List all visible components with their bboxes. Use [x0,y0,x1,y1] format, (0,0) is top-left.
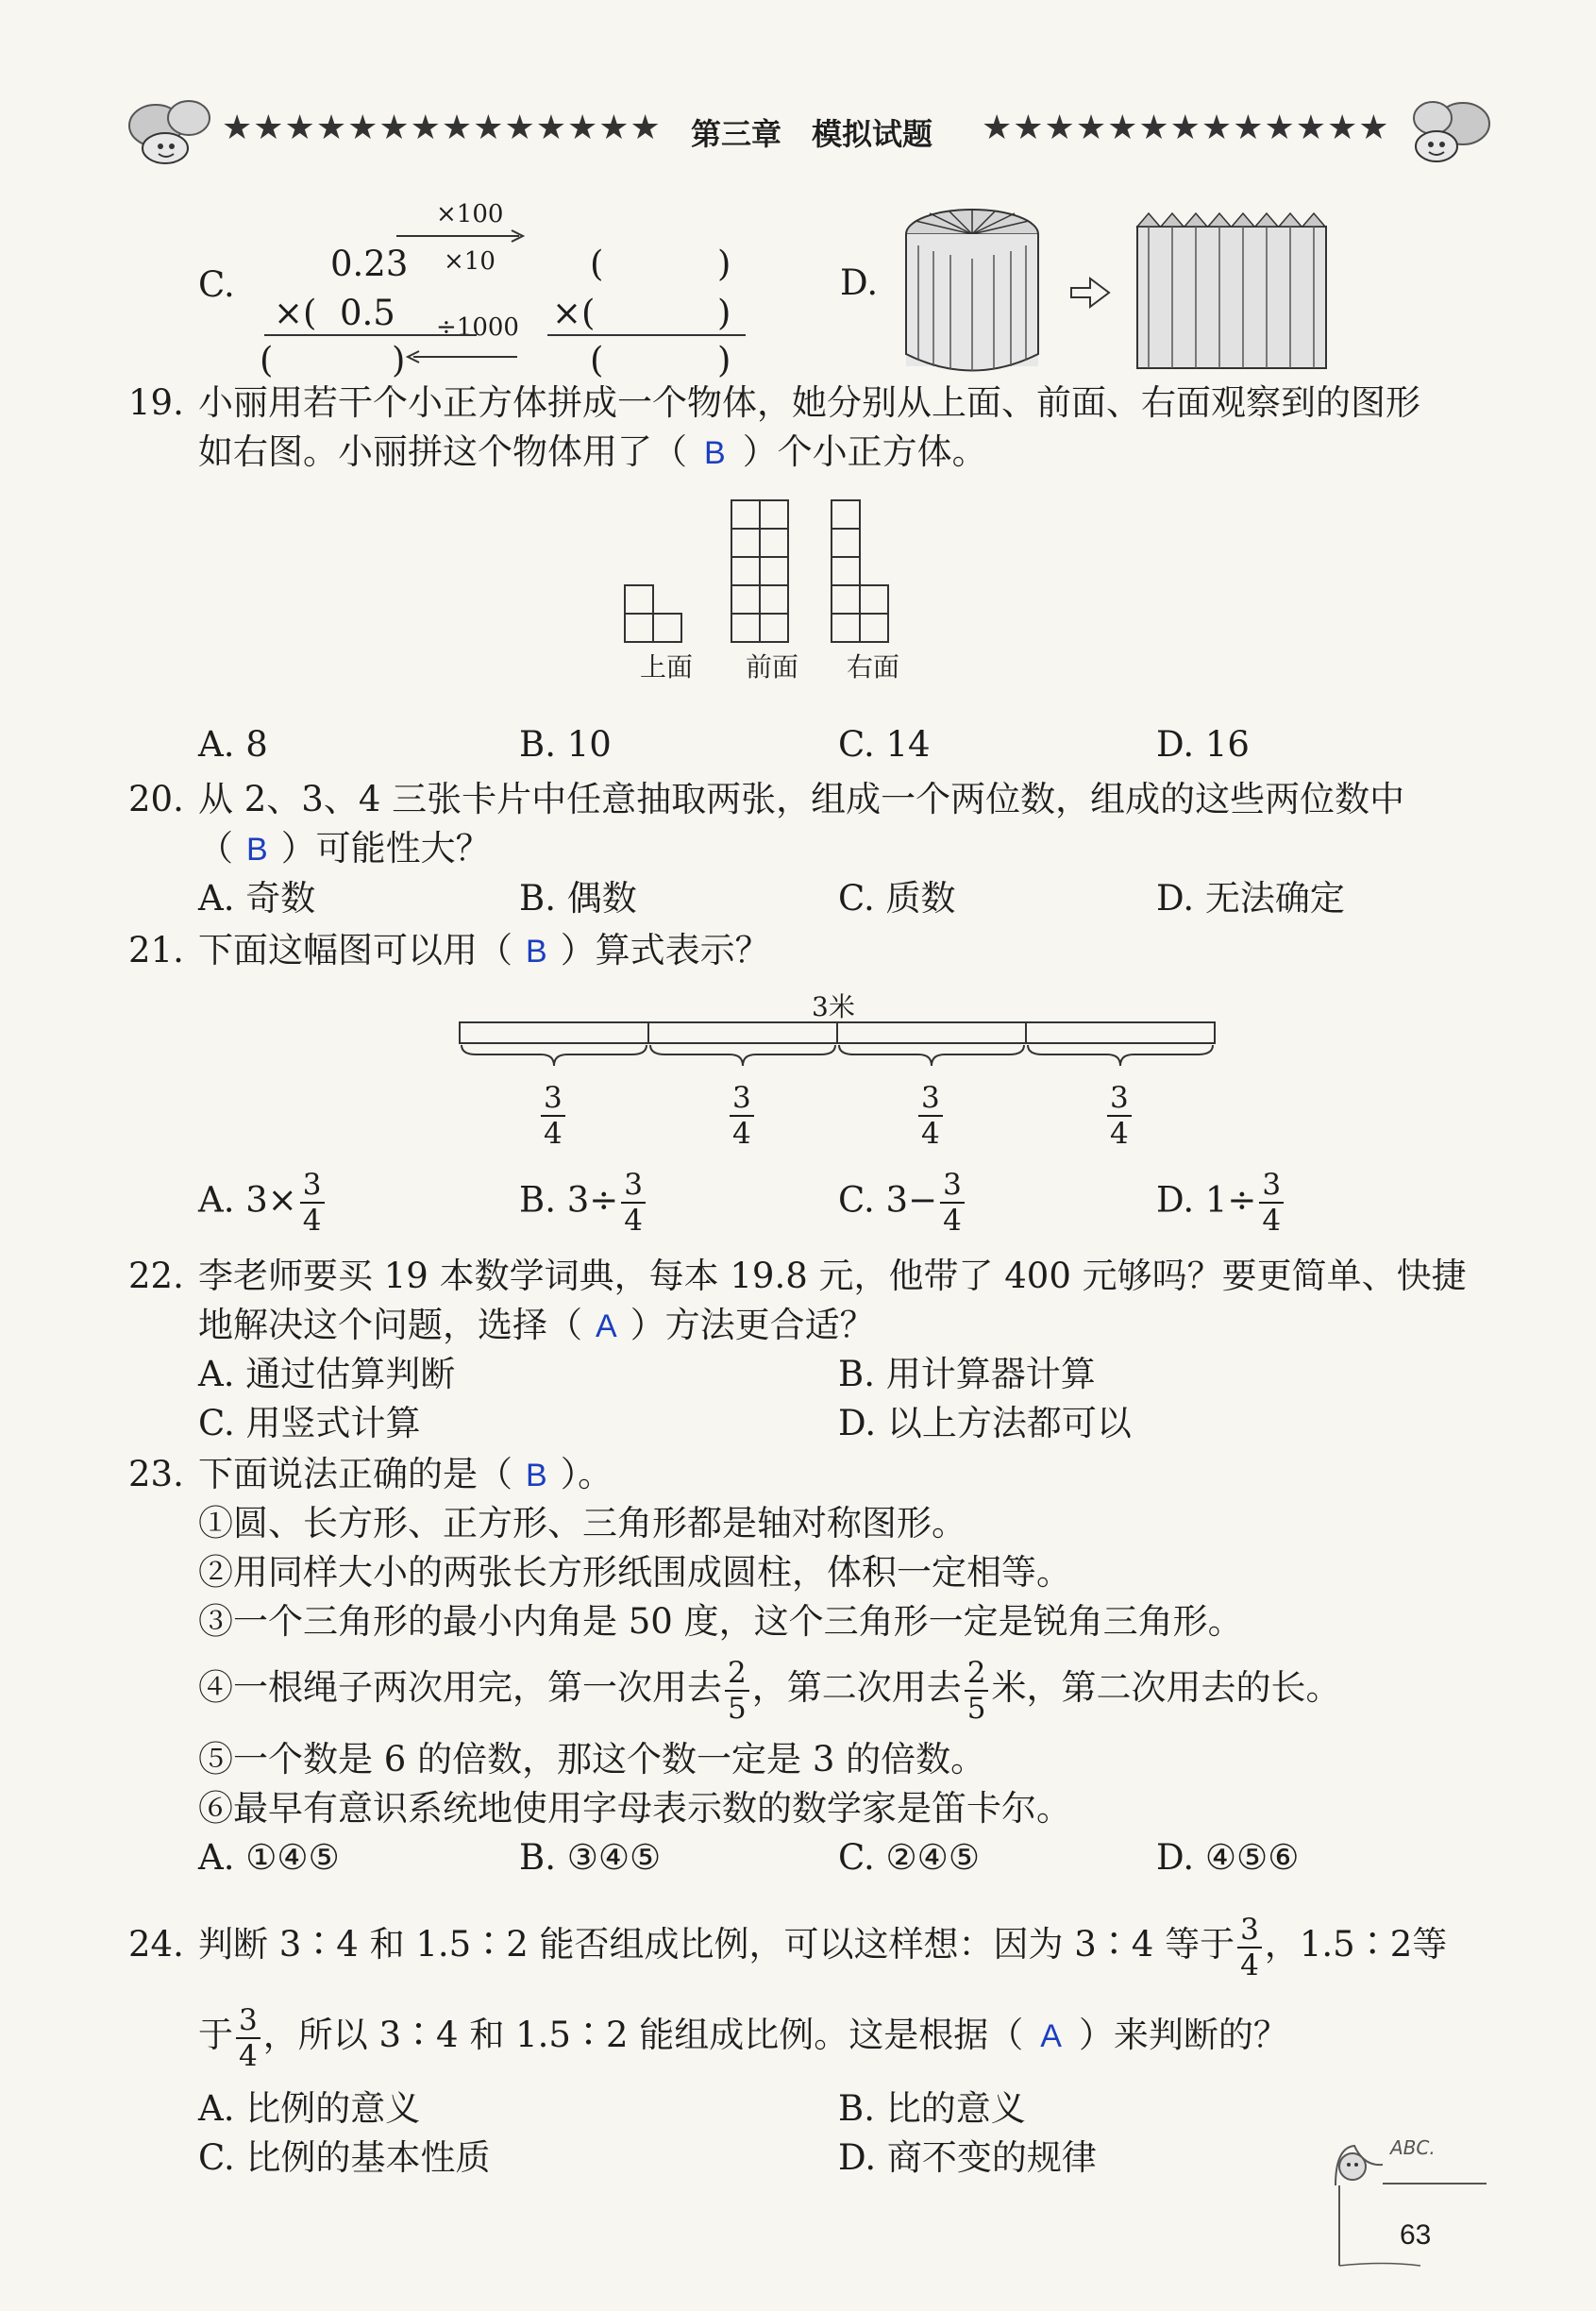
question-20 [123,779,1491,930]
question-19 [123,382,1491,765]
statement-5: ⑤一个数是 6 的倍数，那这个数一定是 3 的倍数。 [198,1739,986,1780]
page-number: 63 [1400,2219,1432,2251]
question-text-line2 [198,431,987,474]
question-number: 22. [128,1256,184,1296]
question-text: ）算式表示？ [560,930,770,970]
operator: ×( [274,293,317,333]
view-label-right: 右面 [847,651,900,683]
question-text: 下面说法正确的是（ [198,1454,512,1494]
option-c: C. 3− $\frac{3}{4}$ [838,1168,967,1238]
header-stars-left: ★★★★★★★★★★★★★★ [222,109,662,147]
question-text: 如右图。小丽拼这个物体用了（ [198,431,687,472]
question-number: 21. [128,930,184,970]
statement-6: ⑥最早有意识系统地使用字母表示数的数学家是笛卡尔。 [198,1788,1071,1829]
question-21 [123,930,1491,1251]
answer-fill: B [704,435,726,471]
question-line [128,1454,613,1496]
question-text: 从 2、3、4 三张卡片中任意抽取两张，组成一个两位数，组成的这些两位数中 [198,779,1405,819]
cylinder-cut-figure [901,198,1345,378]
answer-fill: B [526,934,547,970]
statement-1: ①圆、长方形、正方形、三角形都是轴对称图形。 [198,1503,966,1543]
option-d: D. 16 [1156,724,1250,765]
view-label-front: 前面 [746,651,799,683]
question-text-line2 [198,1305,875,1347]
option-d: D. 以上方法都可以 [838,1403,1132,1443]
option-d: D. ④⑤⑥ [1156,1837,1300,1878]
value: 0.23 [330,244,409,284]
answer-fill: B [246,832,268,868]
fraction-bar [264,332,746,338]
statement-3: ③一个三角形的最小内角是 50 度，这个三角形一定是锐角三角形。 [198,1601,1243,1642]
question-number: 23. [128,1454,184,1494]
bracket-open: ( [590,244,604,284]
option-b: B. 用计算器计算 [838,1354,1096,1394]
operation-label: ×10 [444,247,496,276]
question-text: （ [198,828,233,869]
answer-fill: A [1040,2018,1062,2054]
bee-left-icon [123,90,236,175]
page-title: 第三章 模拟试题 [691,116,933,152]
abc-doodle: ABC. [1390,2136,1436,2159]
question-line2: 于 $\frac{3}{4}$ ，所以 3∶4 和 1.5∶2 能组成比例。这是根据（ A ）来判断的？ [198,2002,1288,2073]
bracket-close: ) [392,340,406,380]
segment-fraction: $\frac{3}{4}$ [541,1081,565,1151]
question-line [128,930,770,972]
question-number: 24. [128,1924,184,1965]
option-c: C. 质数 [838,878,956,919]
option-b: B. 10 [519,724,612,765]
option-a: A. 奇数 [198,878,316,919]
question-text: ）方法更合适？ [630,1305,875,1345]
option-a: A. 8 [198,724,268,765]
option-label: C. [198,264,235,305]
bracket-open: ( [590,340,604,380]
option-c: C. ②④⑤ [838,1837,981,1878]
question-text: 地解决这个问题，选择（ [198,1305,582,1345]
bracket-close: ) [717,340,731,380]
option-b: B. 比的意义 [838,2088,1026,2129]
question-24 [123,1907,1491,2190]
header [113,90,1491,175]
segment-fraction: $\frac{3}{4}$ [1107,1081,1132,1151]
value: 0.5 [340,293,395,333]
arrow-left-icon [406,349,519,364]
bracket-close: ) [717,244,731,284]
option-a: A. ①④⑤ [198,1837,340,1878]
option-a: A. 3× $\frac{3}{4}$ [198,1168,328,1238]
option-d: D. 无法确定 [1156,878,1345,919]
view-label-top: 上面 [640,651,694,683]
question-text: ）可能性大？ [280,828,491,869]
answer-fill: B [526,1458,547,1493]
option-label: D. [840,262,879,303]
segment-fraction: $\frac{3}{4}$ [730,1081,754,1151]
operation-label: ×100 [436,200,504,228]
question-text: ）。 [560,1454,613,1494]
q18-option-d [831,198,1359,378]
arrow-right-icon [396,228,529,244]
option-a: A. 通过估算判断 [198,1354,456,1394]
option-b: B. ③④⑤ [519,1837,662,1878]
statement-2: ②用同样大小的两张长方形纸围成圆柱，体积一定相等。 [198,1552,1071,1593]
question-line1: 24. 判断 3∶4 和 1.5∶2 能否组成比例，可以这样想：因为 3∶4 等于 $\frac{3}{4}$ ，1.5∶2等 [128,1907,1447,1982]
option-b: B. 3÷ $\frac{3}{4}$ [519,1168,648,1238]
question-number: 20. [128,779,184,819]
operation-label: ÷1000 [436,313,519,342]
question-text-line2 [198,828,491,870]
option-c: C. 14 [838,724,931,765]
operator: ×( [552,293,596,333]
bracket-close: ) [717,293,731,333]
option-d: D. 1÷ $\frac{3}{4}$ [1156,1168,1286,1238]
header-stars-right: ★★★★★★★★★★★★★ [982,109,1390,147]
option-b: B. 偶数 [519,878,637,919]
option-c: C. 用竖式计算 [198,1403,421,1443]
option-c: C. 比例的基本性质 [198,2137,491,2178]
question-22 [123,1256,1491,1454]
diagram-total-label: 3米 [812,991,855,1022]
option-d: D. 商不变的规律 [838,2137,1097,2178]
footer [1326,2129,1515,2270]
question-text: 小丽用若干个小正方体拼成一个物体，她分别从上面、前面、右面观察到的图形 [198,382,1420,423]
question-text: 李老师要买 19 本数学词典，每本 19.8 元，他带了 400 元够吗？要更简单、快捷 [198,1256,1467,1296]
question-text: ）个小正方体。 [742,431,987,472]
q18-option-c [189,198,755,387]
question-number: 19. [128,382,184,423]
bee-right-icon [1397,90,1501,175]
option-a: A. 比例的意义 [198,2088,421,2129]
segment-fraction: $\frac{3}{4}$ [918,1081,943,1151]
question-23 [123,1454,1491,1888]
statement-4: ④一根绳子两次用完，第一次用去 $\frac{2}{5}$ ，第二次用去 $\frac{2}{5}$ 米，第二次用去的长。 [198,1655,1341,1726]
question-text: 下面这幅图可以用（ [198,930,512,970]
answer-fill: A [596,1308,617,1344]
bracket-open: ( [260,340,274,380]
